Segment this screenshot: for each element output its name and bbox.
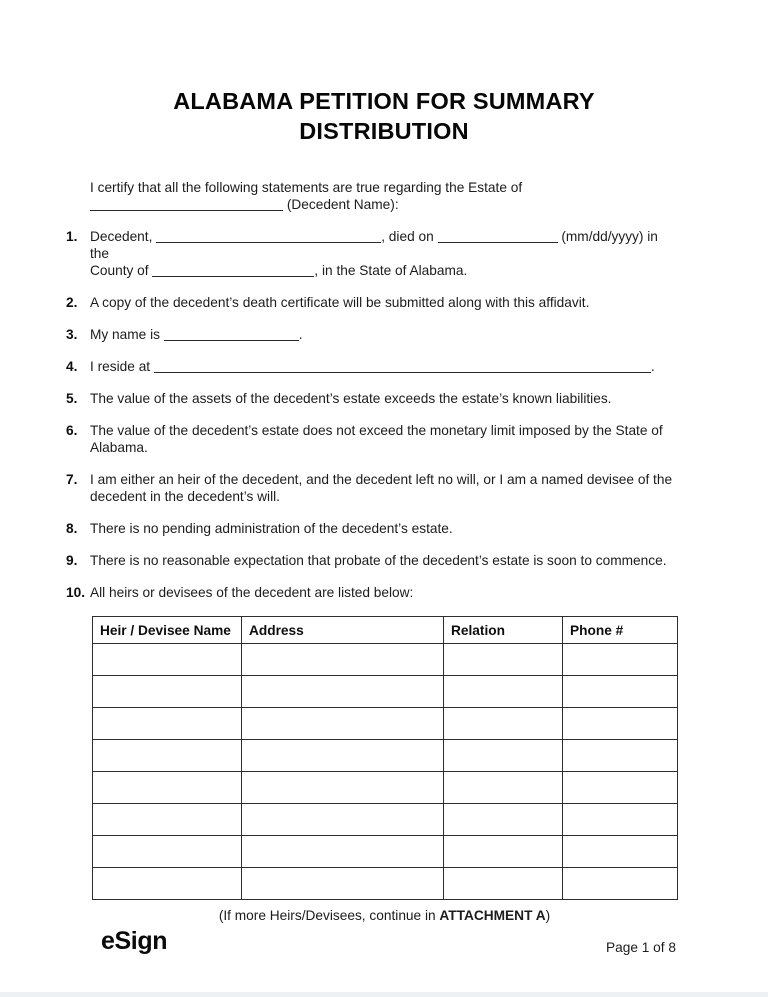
page-bottom-edge (0, 992, 768, 997)
table-cell (93, 676, 242, 708)
column-header-address: Address (242, 617, 444, 644)
item-1-line2 (90, 262, 678, 279)
list-item-2 (66, 294, 678, 311)
list-item-9 (66, 552, 678, 569)
document-title (0, 86, 768, 146)
list-item-10 (66, 584, 678, 601)
table-cell (242, 676, 444, 708)
item-text: The value of the assets of the decedent’s estate exceeds the estate’s known liabilities. (90, 391, 612, 406)
table-cell (444, 644, 563, 676)
item-number: 9. (66, 553, 78, 568)
item-text: Decedent, (90, 229, 157, 244)
list-item-8 (66, 520, 678, 537)
attachment-note-suffix: ) (545, 908, 551, 923)
item-text: The value of the decedent’s estate does not exceed the monetary limit imposed by the State of Alabama. (90, 423, 663, 455)
list-item-7 (66, 471, 678, 505)
list-item-1 (66, 228, 678, 279)
table-cell (444, 836, 563, 868)
table-cell (444, 740, 563, 772)
item-text: . (298, 327, 303, 342)
heirs-table-body (93, 644, 678, 900)
item-number: 7. (66, 472, 78, 487)
heirs-devisees-table (92, 616, 678, 900)
item-text: There is no pending administration of the decedent’s estate. (90, 521, 453, 536)
table-row (93, 836, 678, 868)
table-cell (563, 740, 678, 772)
list-item-6 (66, 422, 678, 456)
item-text: A copy of the decedent’s death certificate will be submitted along with this affidavit. (90, 295, 590, 310)
table-cell (242, 836, 444, 868)
item-number: 4. (66, 359, 78, 374)
item-number: 2. (66, 295, 78, 310)
table-cell (93, 804, 242, 836)
item-text: (mm/dd/yyyy) in the (90, 229, 658, 261)
table-row (93, 740, 678, 772)
item-text: There is no reasonable expectation that probate of the decedent’s estate is soon to commence. (90, 553, 667, 568)
attachment-note (92, 907, 677, 924)
intro-paragraph (90, 179, 678, 213)
item-text: . (650, 359, 655, 374)
column-header-heir-name: Heir / Devisee Name (93, 617, 242, 644)
table-cell (444, 804, 563, 836)
table-cell (242, 868, 444, 900)
table-cell (444, 772, 563, 804)
item-number: 5. (66, 391, 78, 406)
intro-line1: I certify that all the following statements are true regarding the Estate of (90, 180, 523, 195)
table-cell (563, 676, 678, 708)
table-row (93, 772, 678, 804)
petitioner-name-blank (164, 328, 299, 341)
table-cell (563, 868, 678, 900)
attachment-note-prefix: (If more Heirs/Devisees, continue in (218, 908, 440, 923)
item-text: County of (90, 263, 153, 278)
table-cell (563, 836, 678, 868)
column-header-relation: Relation (444, 617, 563, 644)
table-row (93, 868, 678, 900)
table-cell (93, 740, 242, 772)
page-number: Page 1 of 8 (605, 940, 676, 955)
item-number: 3. (66, 327, 78, 342)
decedent-blank (156, 230, 381, 243)
table-cell (93, 836, 242, 868)
table-cell (563, 644, 678, 676)
table-row (93, 644, 678, 676)
item-number: 6. (66, 423, 78, 438)
column-header-phone: Phone # (563, 617, 678, 644)
death-date-blank (438, 230, 558, 243)
document-title-line2: DISTRIBUTION (299, 118, 469, 144)
document-title-line1: ALABAMA PETITION FOR SUMMARY (173, 88, 595, 114)
item-number: 8. (66, 521, 78, 536)
table-cell (563, 804, 678, 836)
attachment-note-bold: ATTACHMENT A (439, 908, 546, 923)
table-cell (242, 772, 444, 804)
item-1-line1 (90, 228, 678, 262)
table-header-row (93, 617, 678, 644)
item-text: , in the State of Alabama. (314, 263, 468, 278)
table-cell (242, 804, 444, 836)
esign-logo: eSign (101, 927, 168, 955)
table-cell (93, 868, 242, 900)
residence-address-blank (154, 360, 651, 373)
table-cell (242, 708, 444, 740)
item-text: My name is (90, 327, 164, 342)
item-text: All heirs or devisees of the decedent are listed below: (90, 585, 414, 600)
decedent-name-blank (90, 198, 283, 211)
table-cell (563, 772, 678, 804)
table-cell (93, 708, 242, 740)
statement-list (66, 228, 678, 601)
list-item-3 (66, 326, 678, 343)
item-number: 10. (66, 585, 86, 600)
table-row (93, 708, 678, 740)
item-number: 1. (66, 229, 78, 244)
table-cell (93, 772, 242, 804)
table-cell (444, 708, 563, 740)
table-row (93, 804, 678, 836)
list-item-4 (66, 358, 678, 375)
table-cell (93, 644, 242, 676)
item-text: I reside at (90, 359, 154, 374)
intro-after-blank: (Decedent Name): (286, 197, 399, 212)
item-text: , died on (381, 229, 438, 244)
table-cell (242, 740, 444, 772)
table-cell (444, 676, 563, 708)
list-item-5 (66, 390, 678, 407)
document-body (66, 179, 678, 924)
intro-line2 (90, 196, 678, 213)
item-text: I am either an heir of the decedent, and the decedent left no will, or I am a named devisee of the decedent in the decedent’s will. (90, 472, 673, 504)
heirs-table-header (93, 617, 678, 644)
table-cell (563, 708, 678, 740)
table-row (93, 676, 678, 708)
county-blank (152, 264, 314, 277)
table-cell (444, 868, 563, 900)
table-cell (242, 644, 444, 676)
